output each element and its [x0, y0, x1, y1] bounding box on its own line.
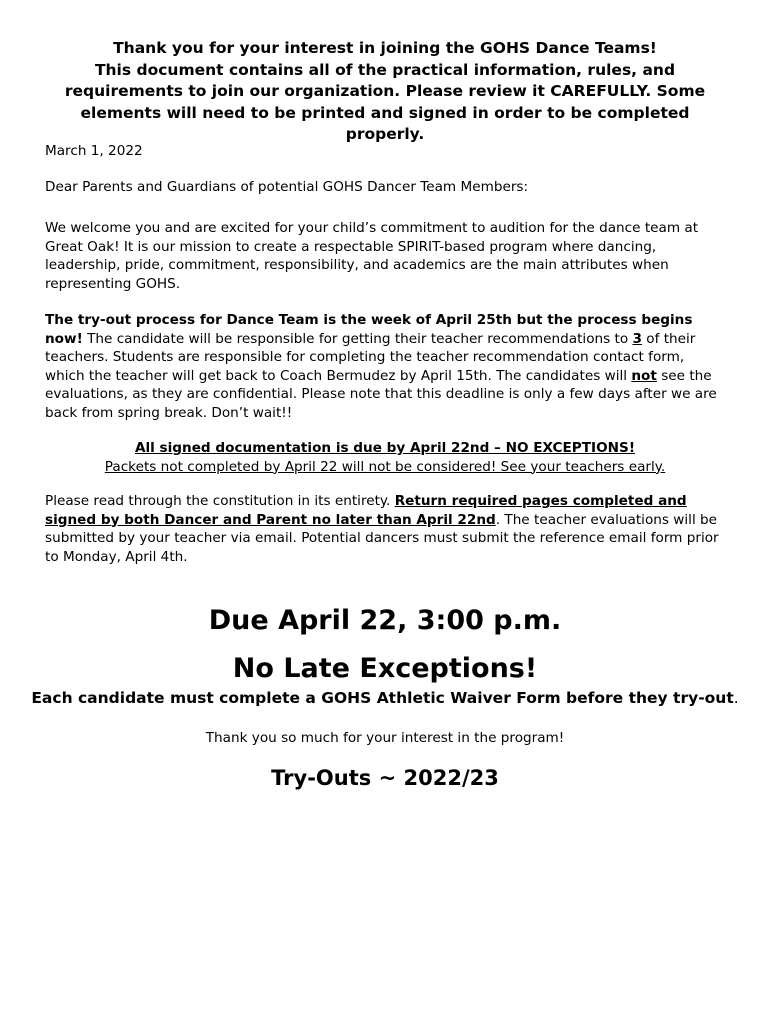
tryout-text-2: of their teachers. Students are responsible for completing the teacher recommendation contact form, which the teacher will get back to Coach Bermudez by April 15th. The candidates will — [45, 330, 696, 384]
constitution-paragraph — [45, 492, 725, 566]
intro-line-thanks: Thank you for your interest in joining the GOHS Dance Teams! — [113, 39, 657, 57]
letter-salutation: Dear Parents and Guardians of potential GOHS Dancer Team Members: — [45, 179, 529, 195]
welcome-paragraph: We welcome you and are excited for your child’s commitment to audition for the dance team at Great Oak! It is our mission to create a respectable SPIRIT-based program where dancing, leadership, pride, commitment, responsibility, and academics are the main attributes when representing GOHS. — [45, 220, 699, 292]
tryout-text-3: see the evaluations, as they are confidential. Please note that this deadline is only a few days after we are back from spring break. Don’t wait!! — [45, 367, 717, 421]
tryouts-title: Try-Outs ~ 2022/23 — [271, 766, 499, 790]
letter-date: March 1, 2022 — [45, 143, 143, 159]
deadline-sub: Packets not completed by April 22 will not be considered! See your teachers early. — [104, 458, 666, 475]
due-date-heading: Due April 22, 3:00 p.m. — [208, 605, 562, 636]
tryout-text-1: The candidate will be responsible for getting their teacher recommendations to — [82, 330, 633, 347]
deadline-main: All signed documentation is due by April 22nd – NO EXCEPTIONS! — [134, 440, 636, 456]
constitution-text-1: Please read through the constitution in its entirety. — [45, 493, 395, 509]
tryout-bold-lead: The try-out process for Dance Team is the week of April 25th but the process begins now! — [45, 312, 693, 347]
constitution-text-2: . The teacher evaluations will be submitted by your teacher via email. Potential dancers must submit the reference email form prior to Monday, April 4th. — [45, 511, 719, 565]
intro-heading — [40, 38, 730, 146]
thanks-line: Thank you so much for your interest in the program! — [205, 730, 565, 746]
waiver-period: . — [733, 689, 739, 707]
waiver-text: Each candidate must complete a GOHS Athletic Waiver Form before they try-out — [31, 689, 734, 707]
intro-line-instructions: This document contains all of the practical information, rules, and requirements to join our organization. Please review it CAREFULLY. Some elements will need to be printed and signed in order to be completed properly. — [64, 60, 706, 143]
no-late-heading: No Late Exceptions! — [232, 653, 538, 684]
tryout-paragraph — [45, 311, 725, 422]
deadline-notice — [45, 439, 725, 476]
waiver-notice — [20, 688, 750, 708]
return-pages-emphasis: Return required pages completed and signed by both Dancer and Parent no later than April 22nd — [45, 493, 687, 528]
recommendation-count: 3 — [632, 330, 642, 347]
not-emphasis: not — [631, 367, 657, 384]
